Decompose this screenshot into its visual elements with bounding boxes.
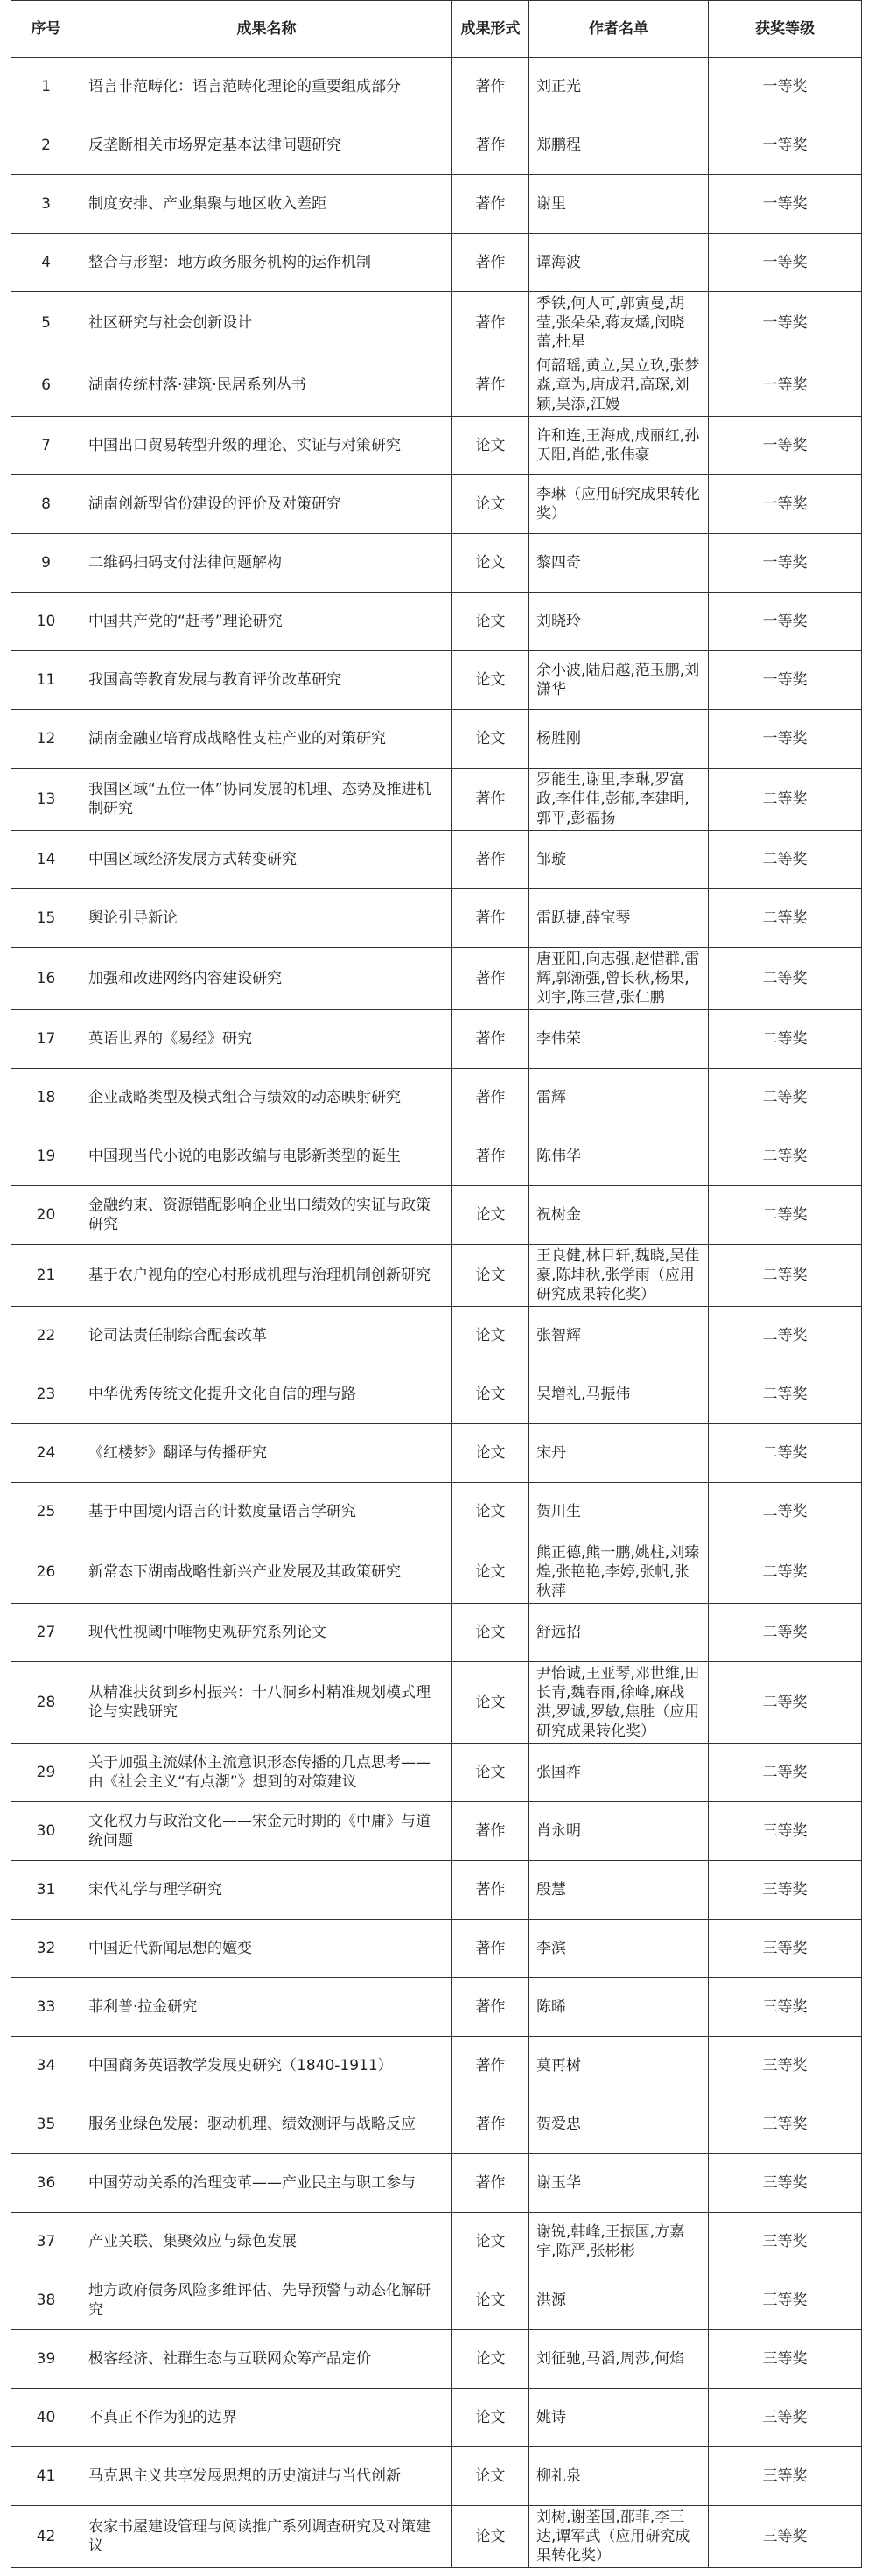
row-form: 著作 (452, 116, 529, 175)
row-authors: 洪源 (529, 2271, 709, 2330)
row-authors: 宋丹 (529, 1424, 709, 1483)
row-award: 三等奖 (709, 1802, 862, 1861)
row-number: 6 (11, 354, 81, 417)
row-number: 17 (11, 1010, 81, 1069)
row-award: 一等奖 (709, 292, 862, 354)
row-number: 32 (11, 1920, 81, 1978)
row-title: 中国现当代小说的电影改编与电影新类型的诞生 (81, 1127, 452, 1186)
row-title: 加强和改进网络内容建设研究 (81, 948, 452, 1010)
row-form: 论文 (452, 593, 529, 651)
row-title: 地方政府债务风险多维评估、先导预警与动态化解研究 (81, 2271, 452, 2330)
table-row (11, 710, 862, 769)
row-authors: 雷辉 (529, 1069, 709, 1127)
row-title: 中国区域经济发展方式转变研究 (81, 831, 452, 889)
row-number: 8 (11, 475, 81, 534)
table-row (11, 2154, 862, 2213)
row-authors: 黎四奇 (529, 534, 709, 593)
row-award: 二等奖 (709, 1662, 862, 1744)
row-authors: 尹怡诚,王亚琴,邓世维,田长青,魏春雨,徐峰,麻战洪,罗诚,罗敏,焦胜（应用研究成果转化奖） (529, 1662, 709, 1744)
table-row (11, 1802, 862, 1861)
row-award: 二等奖 (709, 1245, 862, 1307)
row-title: 二维码扫码支付法律问题解构 (81, 534, 452, 593)
row-title: 制度安排、产业集聚与地区收入差距 (81, 175, 452, 234)
row-form: 论文 (452, 2213, 529, 2271)
row-title: 湖南金融业培育成战略性支柱产业的对策研究 (81, 710, 452, 769)
row-number: 30 (11, 1802, 81, 1861)
row-authors: 余小波,陆启越,范玉鹏,刘潇华 (529, 651, 709, 710)
row-award: 二等奖 (709, 831, 862, 889)
table-row (11, 2447, 862, 2506)
row-number: 5 (11, 292, 81, 354)
table-row (11, 292, 862, 354)
row-form: 著作 (452, 234, 529, 292)
row-title: 论司法责任制综合配套改革 (81, 1307, 452, 1365)
table-row (11, 1186, 862, 1245)
row-award: 三等奖 (709, 2213, 862, 2271)
row-authors: 雷跃捷,薛宝琴 (529, 889, 709, 948)
row-authors: 陈伟华 (529, 1127, 709, 1186)
row-form: 著作 (452, 1861, 529, 1920)
row-number: 9 (11, 534, 81, 593)
row-title: 菲利普·拉金研究 (81, 1978, 452, 2037)
row-number: 24 (11, 1424, 81, 1483)
row-number: 4 (11, 234, 81, 292)
row-number: 3 (11, 175, 81, 234)
row-number: 14 (11, 831, 81, 889)
row-title: 我国高等教育发展与教育评价改革研究 (81, 651, 452, 710)
row-title: 关于加强主流媒体主流意识形态传播的几点思考——由《社会主义“有点潮”》想到的对策建议 (81, 1744, 452, 1802)
table-row (11, 593, 862, 651)
row-number: 36 (11, 2154, 81, 2213)
row-award: 二等奖 (709, 1069, 862, 1127)
table-row (11, 1245, 862, 1307)
row-form: 论文 (452, 1483, 529, 1541)
row-number: 39 (11, 2330, 81, 2389)
row-authors: 郑鹏程 (529, 116, 709, 175)
row-award: 二等奖 (709, 1010, 862, 1069)
header-award: 获奖等级 (709, 1, 862, 58)
row-award: 一等奖 (709, 354, 862, 417)
row-authors: 李琳（应用研究成果转化奖） (529, 475, 709, 534)
row-authors: 刘征驰,马滔,周莎,何焰 (529, 2330, 709, 2389)
row-number: 22 (11, 1307, 81, 1365)
row-title: 新常态下湖南战略性新兴产业发展及其政策研究 (81, 1541, 452, 1604)
row-form: 论文 (452, 2506, 529, 2568)
row-title: 中国出口贸易转型升级的理论、实证与对策研究 (81, 417, 452, 475)
row-award: 一等奖 (709, 116, 862, 175)
row-number: 41 (11, 2447, 81, 2506)
row-award: 三等奖 (709, 1920, 862, 1978)
row-award: 二等奖 (709, 769, 862, 831)
row-award: 二等奖 (709, 1424, 862, 1483)
row-form: 著作 (452, 292, 529, 354)
table-row (11, 234, 862, 292)
row-title: 金融约束、资源错配影响企业出口绩效的实证与政策研究 (81, 1186, 452, 1245)
row-form: 著作 (452, 889, 529, 948)
row-title: 马克思主义共享发展思想的历史演进与当代创新 (81, 2447, 452, 2506)
row-number: 21 (11, 1245, 81, 1307)
table-row (11, 1920, 862, 1978)
row-authors: 吴增礼,马振伟 (529, 1365, 709, 1424)
row-award: 三等奖 (709, 2271, 862, 2330)
header-title: 成果名称 (81, 1, 452, 58)
row-authors: 莫再树 (529, 2037, 709, 2095)
row-authors: 肖永明 (529, 1802, 709, 1861)
row-form: 论文 (452, 1744, 529, 1802)
row-title: 《红楼梦》翻译与传播研究 (81, 1424, 452, 1483)
table-row (11, 1861, 862, 1920)
row-title: 企业战略类型及模式组合与绩效的动态映射研究 (81, 1069, 452, 1127)
table-row (11, 2037, 862, 2095)
row-form: 著作 (452, 2095, 529, 2154)
row-title: 基于中国境内语言的计数度量语言学研究 (81, 1483, 452, 1541)
row-award: 二等奖 (709, 1483, 862, 1541)
row-number: 16 (11, 948, 81, 1010)
table-row (11, 1127, 862, 1186)
row-award: 一等奖 (709, 710, 862, 769)
row-authors: 贺川生 (529, 1483, 709, 1541)
table-row (11, 2389, 862, 2447)
row-award: 三等奖 (709, 2447, 862, 2506)
table-row (11, 1483, 862, 1541)
row-authors: 罗能生,谢里,李琳,罗富政,李佳佳,彭郁,李建明,郭平,彭福扬 (529, 769, 709, 831)
row-authors: 陈晞 (529, 1978, 709, 2037)
table-row (11, 1365, 862, 1424)
row-authors: 张国祚 (529, 1744, 709, 1802)
table-row (11, 1541, 862, 1604)
awards-document (10, 0, 861, 2568)
row-authors: 贺爱忠 (529, 2095, 709, 2154)
row-award: 一等奖 (709, 234, 862, 292)
row-title: 中国商务英语教学发展史研究（1840-1911） (81, 2037, 452, 2095)
row-title: 现代性视阈中唯物史观研究系列论文 (81, 1604, 452, 1662)
row-title: 中华优秀传统文化提升文化自信的理与路 (81, 1365, 452, 1424)
row-authors: 刘正光 (529, 58, 709, 116)
row-form: 著作 (452, 769, 529, 831)
row-award: 三等奖 (709, 1978, 862, 2037)
row-form: 论文 (452, 2447, 529, 2506)
table-header-row (11, 1, 862, 58)
row-title: 中国近代新闻思想的嬗变 (81, 1920, 452, 1978)
row-authors: 谭海波 (529, 234, 709, 292)
row-form: 论文 (452, 1365, 529, 1424)
row-award: 二等奖 (709, 1186, 862, 1245)
row-award: 一等奖 (709, 417, 862, 475)
table-row (11, 948, 862, 1010)
row-number: 31 (11, 1861, 81, 1920)
row-number: 42 (11, 2506, 81, 2568)
table-row (11, 475, 862, 534)
row-form: 著作 (452, 1920, 529, 1978)
row-form: 论文 (452, 2389, 529, 2447)
row-form: 论文 (452, 417, 529, 475)
row-award: 二等奖 (709, 1127, 862, 1186)
table-row (11, 354, 862, 417)
row-award: 三等奖 (709, 2330, 862, 2389)
header-number: 序号 (11, 1, 81, 58)
row-form: 著作 (452, 1802, 529, 1861)
row-form: 著作 (452, 1069, 529, 1127)
row-award: 一等奖 (709, 175, 862, 234)
row-number: 13 (11, 769, 81, 831)
row-title: 农家书屋建设管理与阅读推广系列调查研究及对策建议 (81, 2506, 452, 2568)
row-number: 35 (11, 2095, 81, 2154)
table-body (11, 58, 862, 2568)
row-number: 25 (11, 1483, 81, 1541)
row-number: 1 (11, 58, 81, 116)
row-form: 著作 (452, 2154, 529, 2213)
row-award: 二等奖 (709, 889, 862, 948)
row-authors: 祝树金 (529, 1186, 709, 1245)
row-authors: 许和连,王海成,成丽红,孙天阳,肖皓,张伟豪 (529, 417, 709, 475)
row-award: 三等奖 (709, 2095, 862, 2154)
row-form: 论文 (452, 534, 529, 593)
row-authors: 杨胜刚 (529, 710, 709, 769)
row-award: 二等奖 (709, 948, 862, 1010)
row-form: 论文 (452, 1245, 529, 1307)
table-row (11, 1424, 862, 1483)
row-award: 二等奖 (709, 1604, 862, 1662)
row-form: 著作 (452, 1978, 529, 2037)
table-row (11, 1604, 862, 1662)
row-title: 服务业绿色发展：驱动机理、绩效测评与战略反应 (81, 2095, 452, 2154)
row-title: 基于农户视角的空心村形成机理与治理机制创新研究 (81, 1245, 452, 1307)
row-title: 不真正不作为犯的边界 (81, 2389, 452, 2447)
row-title: 极客经济、社群生态与互联网众筹产品定价 (81, 2330, 452, 2389)
row-form: 著作 (452, 354, 529, 417)
row-award: 二等奖 (709, 1744, 862, 1802)
row-number: 20 (11, 1186, 81, 1245)
table-row (11, 534, 862, 593)
row-number: 7 (11, 417, 81, 475)
row-form: 著作 (452, 831, 529, 889)
table-row (11, 831, 862, 889)
row-award: 三等奖 (709, 1861, 862, 1920)
row-form: 著作 (452, 175, 529, 234)
row-authors: 唐亚阳,向志强,赵惜群,雷辉,郭渐强,曾长秋,杨果,刘宇,陈三营,张仁鹏 (529, 948, 709, 1010)
row-form: 论文 (452, 475, 529, 534)
row-number: 40 (11, 2389, 81, 2447)
row-authors: 季铁,何人可,郭寅曼,胡莹,张朵朵,蒋友燏,闵晓蕾,杜星 (529, 292, 709, 354)
row-title: 社区研究与社会创新设计 (81, 292, 452, 354)
row-authors: 姚诗 (529, 2389, 709, 2447)
table-row (11, 2271, 862, 2330)
row-authors: 熊正德,熊一鹏,姚柱,刘臻煌,张艳艳,李婷,张帆,张秋萍 (529, 1541, 709, 1604)
header-authors: 作者名单 (529, 1, 709, 58)
row-form: 论文 (452, 1604, 529, 1662)
row-title: 舆论引导新论 (81, 889, 452, 948)
row-number: 38 (11, 2271, 81, 2330)
row-title: 语言非范畴化：语言范畴化理论的重要组成部分 (81, 58, 452, 116)
row-form: 著作 (452, 1127, 529, 1186)
row-authors: 李滨 (529, 1920, 709, 1978)
row-authors: 刘树,谢荃国,邵菲,李三达,谭军武（应用研究成果转化奖） (529, 2506, 709, 2568)
row-number: 34 (11, 2037, 81, 2095)
row-form: 论文 (452, 1424, 529, 1483)
row-number: 26 (11, 1541, 81, 1604)
row-award: 二等奖 (709, 1365, 862, 1424)
row-number: 19 (11, 1127, 81, 1186)
row-award: 三等奖 (709, 2389, 862, 2447)
table-row (11, 417, 862, 475)
row-number: 28 (11, 1662, 81, 1744)
row-form: 论文 (452, 710, 529, 769)
row-authors: 王良健,林目轩,魏晓,吴佳豪,陈坤秋,张学雨（应用研究成果转化奖） (529, 1245, 709, 1307)
row-title: 产业关联、集聚效应与绿色发展 (81, 2213, 452, 2271)
table-row (11, 1307, 862, 1365)
row-award: 二等奖 (709, 1307, 862, 1365)
row-form: 著作 (452, 2037, 529, 2095)
table-row (11, 175, 862, 234)
table-row (11, 1978, 862, 2037)
table-row (11, 2095, 862, 2154)
table-row (11, 2330, 862, 2389)
table-row (11, 889, 862, 948)
table-row (11, 2506, 862, 2568)
row-authors: 邹璇 (529, 831, 709, 889)
row-form: 论文 (452, 1541, 529, 1604)
row-title: 反垄断相关市场界定基本法律问题研究 (81, 116, 452, 175)
row-number: 37 (11, 2213, 81, 2271)
table-row (11, 58, 862, 116)
row-number: 15 (11, 889, 81, 948)
row-title: 中国劳动关系的治理变革——产业民主与职工参与 (81, 2154, 452, 2213)
row-award: 三等奖 (709, 2154, 862, 2213)
table-row (11, 1069, 862, 1127)
row-title: 我国区域“五位一体”协同发展的机理、态势及推进机制研究 (81, 769, 452, 831)
row-authors: 舒远招 (529, 1604, 709, 1662)
row-title: 英语世界的《易经》研究 (81, 1010, 452, 1069)
row-number: 23 (11, 1365, 81, 1424)
row-form: 著作 (452, 948, 529, 1010)
row-form: 著作 (452, 58, 529, 116)
row-title: 整合与形塑：地方政务服务机构的运作机制 (81, 234, 452, 292)
table-row (11, 1662, 862, 1744)
row-award: 三等奖 (709, 2037, 862, 2095)
row-title: 宋代礼学与理学研究 (81, 1861, 452, 1920)
row-form: 论文 (452, 1307, 529, 1365)
row-number: 29 (11, 1744, 81, 1802)
row-award: 一等奖 (709, 475, 862, 534)
table-row (11, 116, 862, 175)
row-award: 二等奖 (709, 1541, 862, 1604)
table-row (11, 1744, 862, 1802)
row-authors: 何韶瑶,黄立,吴立玖,张梦淼,章为,唐成君,高琛,刘颖,吴添,江嫚 (529, 354, 709, 417)
row-authors: 李伟荣 (529, 1010, 709, 1069)
row-title: 湖南创新型省份建设的评价及对策研究 (81, 475, 452, 534)
row-number: 2 (11, 116, 81, 175)
row-award: 一等奖 (709, 58, 862, 116)
row-authors: 殷慧 (529, 1861, 709, 1920)
table-row (11, 2213, 862, 2271)
row-form: 论文 (452, 2330, 529, 2389)
table-row (11, 769, 862, 831)
row-form: 论文 (452, 2271, 529, 2330)
table-row (11, 1010, 862, 1069)
awards-table (10, 0, 862, 2568)
row-number: 27 (11, 1604, 81, 1662)
row-authors: 谢玉华 (529, 2154, 709, 2213)
row-number: 33 (11, 1978, 81, 2037)
row-authors: 谢里 (529, 175, 709, 234)
table-row (11, 651, 862, 710)
row-title: 文化权力与政治文化——宋金元时期的《中庸》与道统问题 (81, 1802, 452, 1861)
row-number: 11 (11, 651, 81, 710)
row-title: 从精准扶贫到乡村振兴：十八洞乡村精准规划模式理论与实践研究 (81, 1662, 452, 1744)
row-authors: 柳礼泉 (529, 2447, 709, 2506)
row-award: 一等奖 (709, 651, 862, 710)
row-number: 10 (11, 593, 81, 651)
row-award: 三等奖 (709, 2506, 862, 2568)
row-award: 一等奖 (709, 593, 862, 651)
row-authors: 谢锐,韩峰,王振国,方嘉宇,陈严,张彬彬 (529, 2213, 709, 2271)
row-title: 湖南传统村落·建筑·民居系列丛书 (81, 354, 452, 417)
row-form: 论文 (452, 651, 529, 710)
row-number: 12 (11, 710, 81, 769)
row-authors: 刘晓玲 (529, 593, 709, 651)
row-form: 论文 (452, 1662, 529, 1744)
header-form: 成果形式 (452, 1, 529, 58)
row-form: 论文 (452, 1186, 529, 1245)
row-title: 中国共产党的“赶考”理论研究 (81, 593, 452, 651)
row-authors: 张智辉 (529, 1307, 709, 1365)
row-form: 著作 (452, 1010, 529, 1069)
row-number: 18 (11, 1069, 81, 1127)
row-award: 一等奖 (709, 534, 862, 593)
